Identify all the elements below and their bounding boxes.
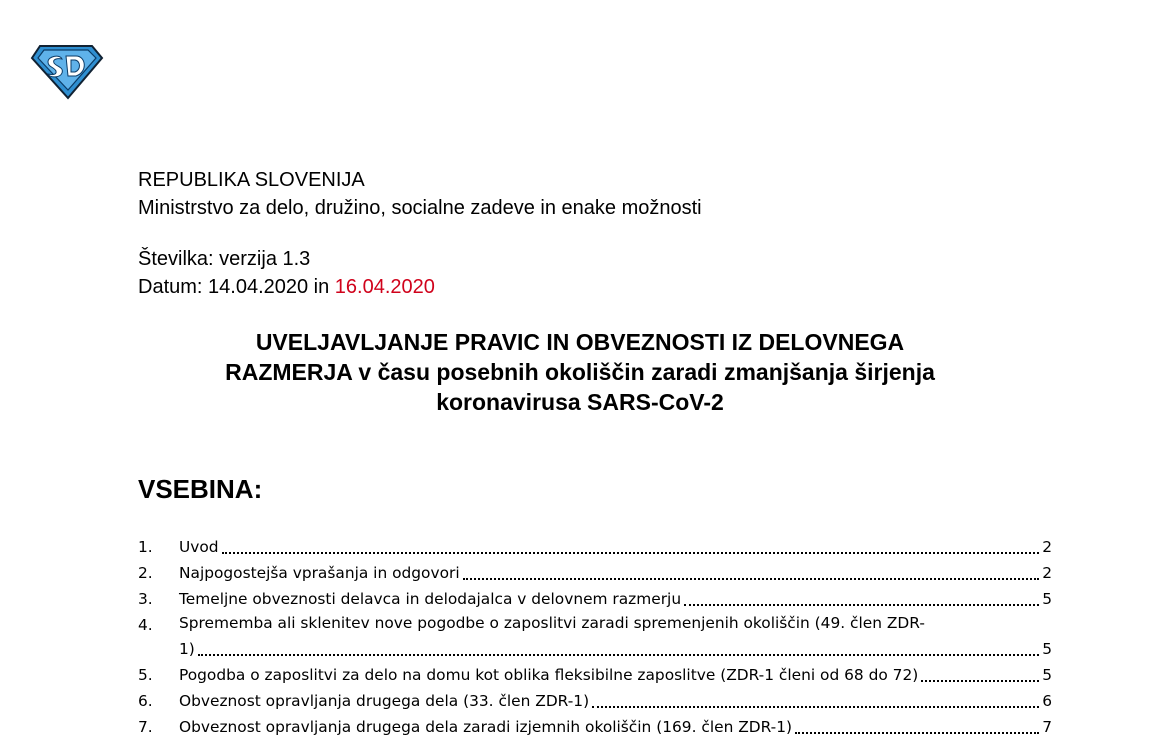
- toc-item-page: 5: [1042, 590, 1052, 608]
- toc-heading: VSEBINA:: [138, 474, 263, 504]
- toc-item-number: 7.: [138, 718, 153, 736]
- toc-item-page: 5: [1042, 640, 1052, 658]
- toc-leader: [222, 552, 1040, 554]
- document-meta: [138, 245, 435, 301]
- title-line-2: RAZMERJA v času posebnih okoliščin zaradi zmanjšanja širjenja: [225, 359, 935, 385]
- toc-item[interactable]: [138, 534, 1052, 560]
- document-title: [100, 327, 1060, 417]
- toc-item-number: 5.: [138, 666, 153, 684]
- toc-item[interactable]: [138, 560, 1052, 586]
- toc-item[interactable]: [138, 612, 1052, 662]
- toc-item-number: 2.: [138, 564, 153, 582]
- toc-item-number: 4.: [138, 616, 153, 634]
- toc-item-page: 5: [1042, 666, 1052, 684]
- toc-item-title: Pogodba o zaposlitvi za delo na domu kot oblika fleksibilne zaposlitve (ZDR-1 členi od 68 do 72): [179, 666, 919, 684]
- toc-leader: [463, 578, 1040, 580]
- document-number: Številka: verzija 1.3: [138, 248, 311, 270]
- sd-diamond-logo-icon: [30, 40, 104, 100]
- title-line-1: UVELJAVLJANJE PRAVIC IN OBVEZNOSTI IZ DELOVNEGA: [255, 329, 905, 355]
- toc-leader: [684, 604, 1039, 606]
- date-label: Datum: 14.04.2020 in: [138, 276, 335, 298]
- toc-leader: [795, 732, 1039, 734]
- toc-item-title-continued: 1): [179, 640, 195, 658]
- toc-item[interactable]: [138, 586, 1052, 612]
- title-line-3: koronavirusa SARS-CoV-2: [436, 389, 724, 415]
- toc-item-title: Sprememba ali sklenitev nove pogodbe o zaposlitvi zaradi spremenjenih okoliščin (49. člen ZDR-: [179, 614, 925, 632]
- toc-item-page: 7: [1042, 718, 1052, 736]
- toc-item-number: 1.: [138, 538, 153, 556]
- toc-item[interactable]: [138, 688, 1052, 714]
- toc-leader: [198, 654, 1039, 656]
- toc-item-title: Temeljne obveznosti delavca in delodajalca v delovnem razmerju: [179, 590, 682, 608]
- toc-item-title: Obveznost opravljanja drugega dela zaradi izjemnih okoliščin (169. člen ZDR-1): [179, 718, 793, 736]
- date-updated: 16.04.2020: [334, 276, 435, 298]
- table-of-contents: [138, 534, 1052, 740]
- toc-item-page: 2: [1042, 538, 1052, 556]
- toc-leader: [592, 706, 1039, 708]
- toc-leader: [921, 680, 1039, 682]
- toc-item-title: Obveznost opravljanja drugega dela (33. člen ZDR-1): [179, 692, 590, 710]
- toc-item-page: 6: [1042, 692, 1052, 710]
- ministry-name: Ministrstvo za delo, družino, socialne zadeve in enake možnosti: [138, 197, 702, 219]
- toc-item-number: 3.: [138, 590, 153, 608]
- toc-item[interactable]: [138, 662, 1052, 688]
- document-date: [138, 273, 435, 301]
- republic-name: REPUBLIKA SLOVENIJA: [138, 169, 365, 191]
- document-header: [138, 166, 702, 222]
- toc-item-number: 6.: [138, 692, 153, 710]
- toc-item-title: Najpogostejša vprašanja in odgovori: [179, 564, 460, 582]
- toc-item-page: 2: [1042, 564, 1052, 582]
- toc-item-title: Uvod: [179, 538, 219, 556]
- toc-item[interactable]: [138, 714, 1052, 740]
